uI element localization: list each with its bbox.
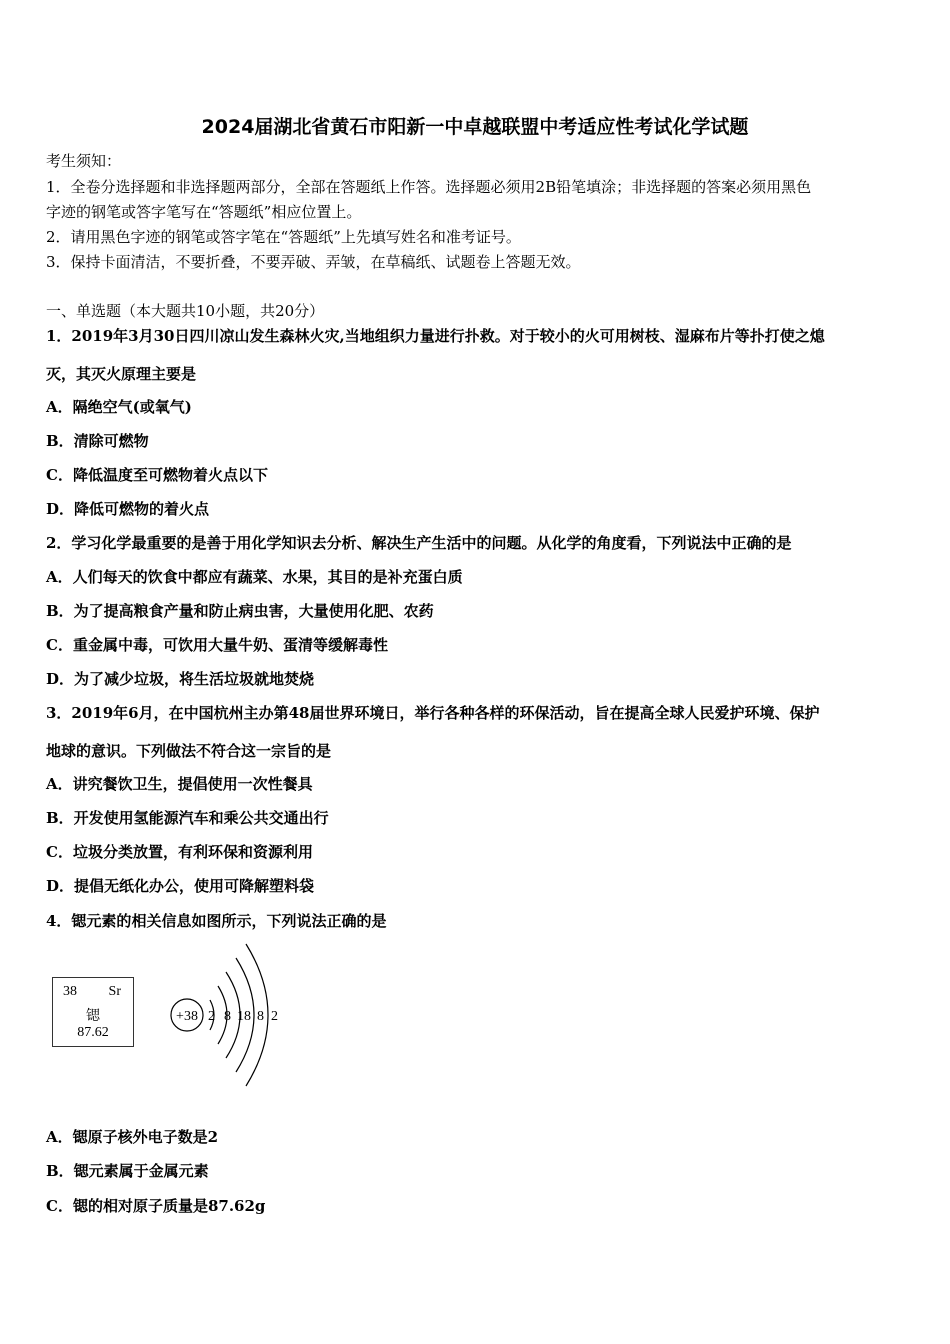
shell-count-4: 8	[257, 1009, 264, 1024]
section-heading: 一、单选题（本大题共10小题，共20分）	[46, 302, 325, 320]
q3-option-b[interactable]: B．开发使用氢能源汽车和乘公共交通出行	[46, 809, 329, 827]
q4-option-b[interactable]: B．锶元素属于金属元素	[46, 1162, 209, 1180]
q3-option-a[interactable]: A．讲究餐饮卫生，提倡使用一次性餐具	[46, 775, 313, 793]
q4-stem: 4．锶元素的相关信息如图所示，下列说法正确的是	[46, 912, 387, 930]
q3-option-c[interactable]: C．垃圾分类放置，有利环保和资源利用	[46, 843, 313, 861]
q3-stem-line-1: 3．2019年6月，在中国杭州主办第48届世界环境日，举行各种各样的环保活动，旨在提高全球人民爱护环境、保护	[46, 704, 820, 722]
element-mass: 87.62	[77, 1025, 109, 1040]
notice-line-1: 1．全卷分选择题和非选择题两部分，全部在答题纸上作答。选择题必须用2B铅笔填涂；非选择题的答案必须用黑色	[46, 178, 812, 196]
notice-heading: 考生须知：	[46, 152, 122, 170]
q1-option-a[interactable]: A．隔绝空气(或氧气)	[46, 398, 192, 416]
element-name: 锶	[86, 1009, 100, 1024]
page-title: 2024届湖北省黄石市阳新一中卓越联盟中考适应性考试化学试题	[201, 116, 749, 138]
q1-option-d[interactable]: D．降低可燃物的着火点	[46, 500, 210, 518]
notice-line-2: 字迹的钢笔或答字笔写在“答题纸”相应位置上。	[46, 203, 362, 221]
shell-count-5: 2	[271, 1009, 278, 1024]
q1-option-c[interactable]: C．降低温度至可燃物着火点以下	[46, 466, 268, 484]
q2-option-c[interactable]: C．重金属中毒，可饮用大量牛奶、蛋清等缓解毒性	[46, 636, 388, 654]
q4-option-a[interactable]: A．锶原子核外电子数是2	[46, 1128, 219, 1146]
q2-option-b[interactable]: B．为了提高粮食产量和防止病虫害，大量使用化肥、农药	[46, 602, 434, 620]
atom-structure-diagram	[160, 938, 290, 1088]
q3-stem-line-2: 地球的意识。下列做法不符合这一宗旨的是	[46, 742, 332, 760]
q1-option-b[interactable]: B．清除可燃物	[46, 432, 149, 450]
notice-line-3: 2．请用黑色字迹的钢笔或答字笔在“答题纸”上先填写姓名和准考证号。	[46, 228, 521, 246]
q1-stem-line-1: 1．2019年3月30日四川凉山发生森林火灾,当地组织力量进行扑救。对于较小的火可用树枝、湿麻布片等扑打使之熄	[46, 327, 825, 345]
shell-count-2: 8	[224, 1009, 231, 1024]
element-number: 38	[63, 984, 77, 999]
q1-stem-line-2: 灭，其灭火原理主要是	[46, 365, 197, 383]
element-card	[52, 977, 134, 1047]
q3-option-d[interactable]: D．提倡无纸化办公，使用可降解塑料袋	[46, 877, 315, 895]
notice-line-4: 3．保持卡面清洁，不要折叠，不要弄破、弄皱，在草稿纸、试题卷上答题无效。	[46, 253, 581, 271]
q4-option-c[interactable]: C．锶的相对原子质量是87.62g	[46, 1197, 266, 1215]
q2-option-d[interactable]: D．为了减少垃圾，将生活垃圾就地焚烧	[46, 670, 315, 688]
nucleus-charge: +38	[176, 1009, 198, 1024]
q2-stem: 2．学习化学最重要的是善于用化学知识去分析、解决生产生活中的问题。从化学的角度看，下列说法中正确的是	[46, 534, 792, 552]
shell-count-1: 2	[208, 1009, 215, 1024]
shell-count-3: 18	[237, 1009, 251, 1024]
q2-option-a[interactable]: A．人们每天的饮食中都应有蔬菜、水果，其目的是补充蛋白质	[46, 568, 463, 586]
element-symbol: Sr	[108, 984, 121, 999]
